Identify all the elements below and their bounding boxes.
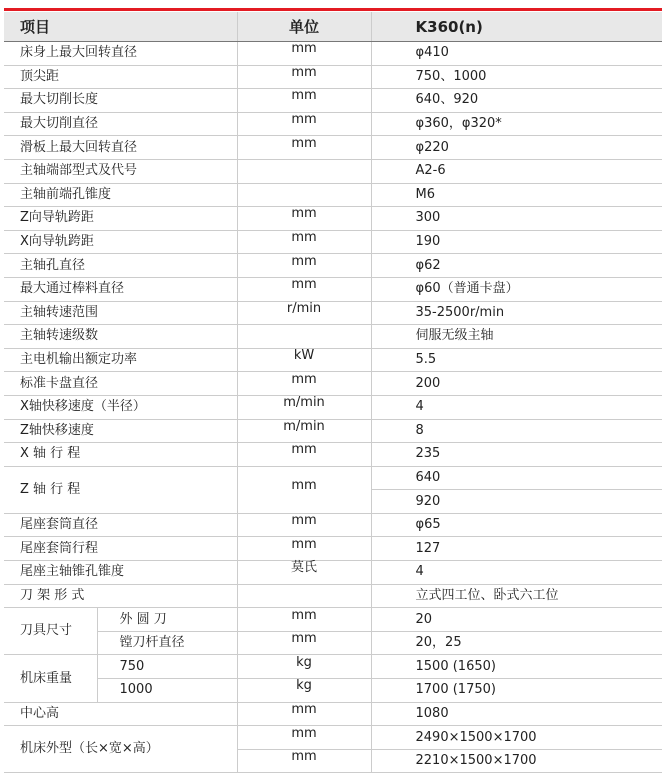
row-value: 190 — [371, 230, 662, 254]
row-value: φ220 — [371, 136, 662, 160]
row-label: Z 轴 行 程 — [4, 466, 237, 513]
row-label: 主轴孔直径 — [4, 254, 237, 278]
row-value: 920 — [371, 490, 662, 514]
row-label: 刀具尺寸 — [4, 608, 97, 655]
row-unit: mm — [237, 443, 371, 467]
row-unit: 莫氏 — [237, 561, 371, 585]
row-value: 8 — [371, 419, 662, 443]
table-row — [4, 136, 662, 160]
row-value: 立式四工位、卧式六工位 — [371, 584, 662, 608]
row-unit: mm — [237, 702, 371, 726]
header-model: K360(n) — [371, 12, 662, 42]
table-row — [4, 183, 662, 207]
row-value: A2-6 — [371, 159, 662, 183]
row-value: 4 — [371, 395, 662, 419]
row-value: φ65 — [371, 513, 662, 537]
row-label: 刀 架 形 式 — [4, 584, 237, 608]
table-row — [4, 395, 662, 419]
row-label: 机床重量 — [4, 655, 97, 702]
table-row — [4, 655, 662, 679]
row-unit: mm — [237, 65, 371, 89]
row-unit: mm — [237, 230, 371, 254]
table-header — [4, 12, 662, 42]
table-row — [4, 726, 662, 750]
row-value: φ62 — [371, 254, 662, 278]
row-value: 4 — [371, 561, 662, 585]
row-value: 127 — [371, 537, 662, 561]
row-label: Z轴快移速度 — [4, 419, 237, 443]
table-row — [4, 561, 662, 585]
table-row — [4, 702, 662, 726]
row-value: φ410 — [371, 42, 662, 66]
row-value: 750、1000 — [371, 65, 662, 89]
row-label: X轴快移速度（半径） — [4, 395, 237, 419]
table-row — [4, 443, 662, 467]
table-row — [4, 608, 662, 632]
table-row — [4, 230, 662, 254]
row-label: X向导轨跨距 — [4, 230, 237, 254]
row-unit: mm — [237, 726, 371, 750]
row-value: φ60（普通卡盘） — [371, 277, 662, 301]
row-unit: kg — [237, 655, 371, 679]
row-value: 20，25 — [371, 631, 662, 655]
table-row — [4, 513, 662, 537]
row-sublabel: 镗刀杆直径 — [97, 631, 237, 655]
row-value: 200 — [371, 372, 662, 396]
header-item: 项目 — [4, 12, 237, 42]
table-row — [4, 584, 662, 608]
row-unit: mm — [237, 513, 371, 537]
row-label: 主轴端部型式及代号 — [4, 159, 237, 183]
table-row — [4, 372, 662, 396]
row-value: φ360，φ320* — [371, 112, 662, 136]
table-row — [4, 301, 662, 325]
table-row — [4, 631, 662, 655]
row-sublabel: 750 — [97, 655, 237, 679]
table-row — [4, 89, 662, 113]
row-label: 最大通过棒料直径 — [4, 277, 237, 301]
row-sublabel: 外 圆 刀 — [97, 608, 237, 632]
row-label: 床身上最大回转直径 — [4, 42, 237, 66]
row-value: 235 — [371, 443, 662, 467]
table-row — [4, 679, 662, 703]
row-unit: mm — [237, 207, 371, 231]
row-unit: mm — [237, 631, 371, 655]
row-unit: mm — [237, 254, 371, 278]
row-unit — [237, 159, 371, 183]
row-value: 640、920 — [371, 89, 662, 113]
row-unit: m/min — [237, 395, 371, 419]
table-row — [4, 112, 662, 136]
row-unit: kW — [237, 348, 371, 372]
row-sublabel: 1000 — [97, 679, 237, 703]
row-label: 主轴转速范围 — [4, 301, 237, 325]
header-accent-line — [4, 8, 662, 11]
table-row — [4, 254, 662, 278]
row-value: 35-2500r/min — [371, 301, 662, 325]
row-value: 2210×1500×1700 — [371, 749, 662, 773]
row-label: X 轴 行 程 — [4, 443, 237, 467]
table-row — [4, 42, 662, 66]
row-value: 1700 (1750) — [371, 679, 662, 703]
row-unit: mm — [237, 42, 371, 66]
row-value: 2490×1500×1700 — [371, 726, 662, 750]
row-value: M6 — [371, 183, 662, 207]
row-unit: r/min — [237, 301, 371, 325]
row-label: 机床外型（长×宽×高） — [4, 726, 237, 773]
table-row — [4, 207, 662, 231]
table-row — [4, 348, 662, 372]
table-row — [4, 537, 662, 561]
row-unit: kg — [237, 679, 371, 703]
header-unit: 单位 — [237, 12, 371, 42]
row-unit: mm — [237, 608, 371, 632]
table-row — [4, 419, 662, 443]
table-row — [4, 65, 662, 89]
row-unit: mm — [237, 537, 371, 561]
row-label: 标准卡盘直径 — [4, 372, 237, 396]
row-unit: mm — [237, 277, 371, 301]
row-unit: m/min — [237, 419, 371, 443]
row-unit: mm — [237, 112, 371, 136]
row-value: 伺服无级主轴 — [371, 325, 662, 349]
row-unit: mm — [237, 136, 371, 160]
row-value: 640 — [371, 466, 662, 490]
row-unit: mm — [237, 372, 371, 396]
row-value: 300 — [371, 207, 662, 231]
table-row — [4, 325, 662, 349]
spec-table — [4, 12, 662, 773]
table-row — [4, 159, 662, 183]
row-unit: mm — [237, 749, 371, 773]
table-row — [4, 277, 662, 301]
row-value: 5.5 — [371, 348, 662, 372]
row-value: 20 — [371, 608, 662, 632]
row-unit: mm — [237, 466, 371, 513]
row-label: 主轴转速级数 — [4, 325, 237, 349]
row-label: 尾座套筒行程 — [4, 537, 237, 561]
row-value: 1500 (1650) — [371, 655, 662, 679]
row-label: 最大切削长度 — [4, 89, 237, 113]
row-label: 主轴前端孔锥度 — [4, 183, 237, 207]
row-label: 主电机输出额定功率 — [4, 348, 237, 372]
row-unit — [237, 325, 371, 349]
row-unit — [237, 584, 371, 608]
table-row — [4, 466, 662, 490]
row-label: 滑板上最大回转直径 — [4, 136, 237, 160]
row-label: Z向导轨跨距 — [4, 207, 237, 231]
row-label: 尾座套筒直径 — [4, 513, 237, 537]
row-unit — [237, 183, 371, 207]
row-label: 最大切削直径 — [4, 112, 237, 136]
row-label: 顶尖距 — [4, 65, 237, 89]
row-label: 尾座主轴锥孔锥度 — [4, 561, 237, 585]
row-unit: mm — [237, 89, 371, 113]
row-label: 中心高 — [4, 702, 237, 726]
row-value: 1080 — [371, 702, 662, 726]
